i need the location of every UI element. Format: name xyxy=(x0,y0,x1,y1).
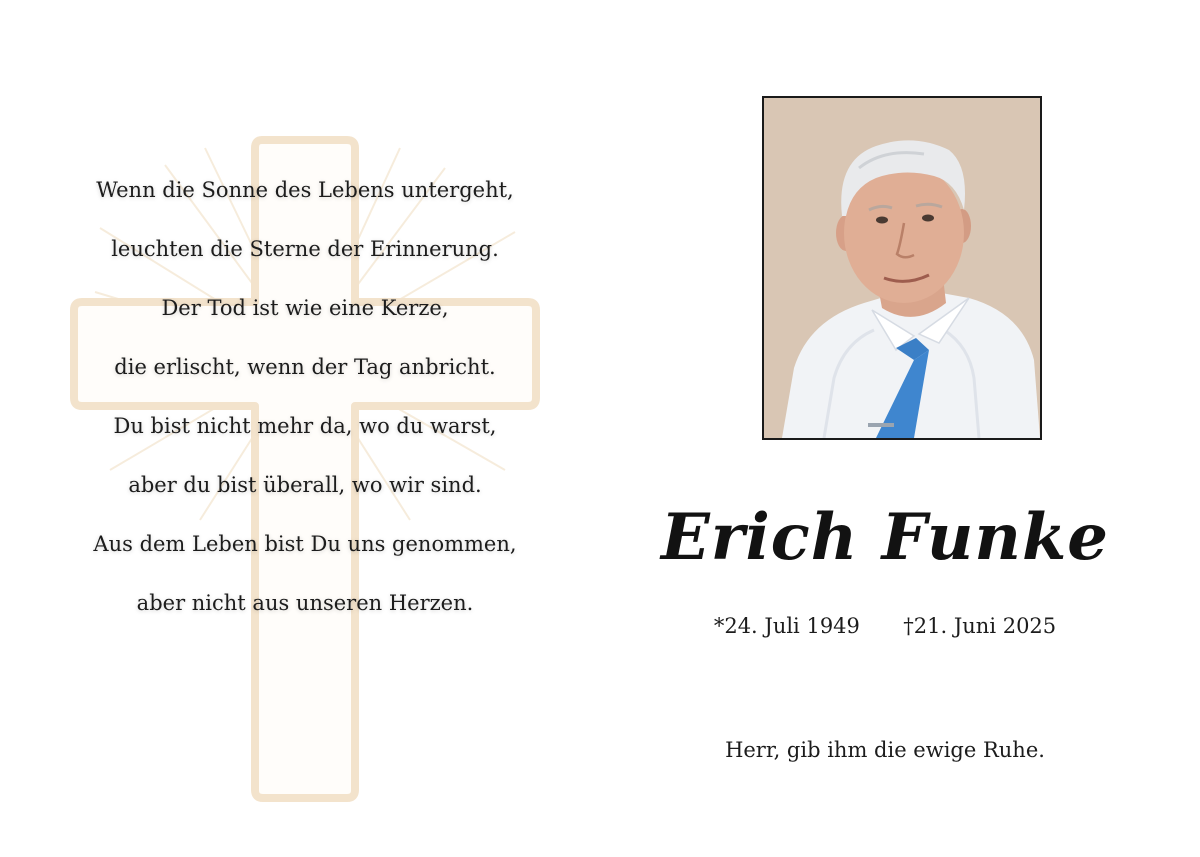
birth-date: *24. Juli 1949 xyxy=(713,614,860,638)
info-panel xyxy=(610,0,1200,857)
poem-line: Wenn die Sonne des Lebens untergeht, xyxy=(96,178,514,202)
death-date: †21. Juni 2025 xyxy=(903,614,1057,638)
portrait-illustration xyxy=(764,98,1040,438)
poem-line: Du bist nicht mehr da, wo du warst, xyxy=(113,414,497,438)
poem-line: die erlischt, wenn der Tag anbricht. xyxy=(114,355,496,379)
prayer-line: Herr, gib ihm die ewige Ruhe. xyxy=(725,738,1045,762)
poem-line: Der Tod ist wie eine Kerze, xyxy=(161,296,449,320)
portrait-photo xyxy=(762,96,1042,440)
poem xyxy=(40,178,570,650)
poem-line: Aus dem Leben bist Du uns genommen, xyxy=(93,532,517,556)
poem-line: aber nicht aus unseren Herzen. xyxy=(136,591,474,615)
life-dates xyxy=(610,612,1160,640)
poem-line: aber du bist überall, wo wir sind. xyxy=(128,473,482,497)
deceased-name: Erich Funke xyxy=(660,500,1110,575)
poem-line: leuchten die Sterne der Erinnerung. xyxy=(111,237,499,261)
